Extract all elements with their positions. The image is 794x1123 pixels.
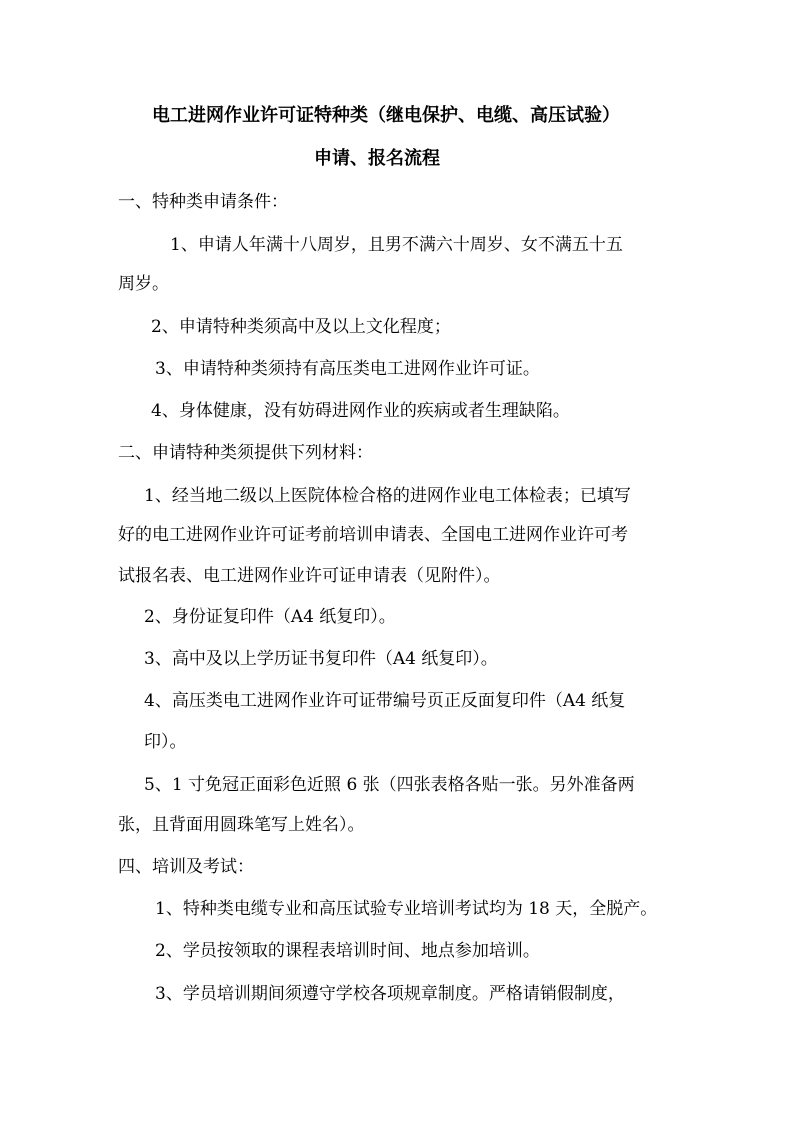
list-item: 2、身份证复印件（A4 纸复印）。 (144, 607, 396, 627)
list-item: 3、申请特种类须持有高压类电工进网作业许可证。 (155, 359, 540, 379)
list-item: 3、学员培训期间须遵守学校各项规章制度。严格请销假制度， (155, 984, 625, 1004)
section-heading: 一、特种类申请条件： (118, 192, 288, 212)
paragraph-line: 好的电工进网作业许可证考前培训申请表、全国电工进网作业许可考 (118, 525, 628, 545)
paragraph-line: 周岁。 (118, 274, 169, 294)
paragraph-line: 1、经当地二级以上医院体检合格的进网作业电工体检表；已填写 (144, 486, 631, 506)
list-item: 4、身体健康，没有妨碍进网作业的疾病或者生理缺陷。 (151, 401, 570, 421)
paragraph-line: 张，且背面用圆珠笔写上姓名）。 (118, 815, 365, 835)
paragraph-line: 试报名表、电工进网作业许可证申请表（见附件）。 (118, 566, 501, 586)
paragraph-line: 印）。 (144, 732, 187, 752)
paragraph-line: 4、高压类电工进网作业许可证带编号页正反面复印件（A4 纸复 (144, 691, 626, 711)
section-heading: 四、培训及考试： (118, 857, 254, 877)
paragraph-line: 5、1 寸免冠正面彩色近照 6 张（四张表格各贴一张。另外准备两 (144, 775, 635, 795)
document-subtitle: 申请、报名流程 (314, 148, 440, 169)
section-heading: 二、申请特种类须提供下列材料： (118, 443, 373, 463)
list-item: 3、高中及以上学历证书复印件（A4 纸复印）。 (144, 649, 498, 669)
document-title: 电工进网作业许可证特种类（继电保护、电缆、高压试验） (152, 105, 620, 126)
list-item: 2、学员按领取的课程表培训时间、地点参加培训。 (155, 941, 540, 961)
paragraph-line: 1、申请人年满十八周岁，且男不满六十周岁、女不满五十五 (170, 235, 623, 255)
list-item: 1、特种类电缆专业和高压试验专业培训考试均为 18 天，全脱产。 (155, 899, 658, 919)
list-item: 2、申请特种类须高中及以上文化程度； (151, 317, 451, 337)
